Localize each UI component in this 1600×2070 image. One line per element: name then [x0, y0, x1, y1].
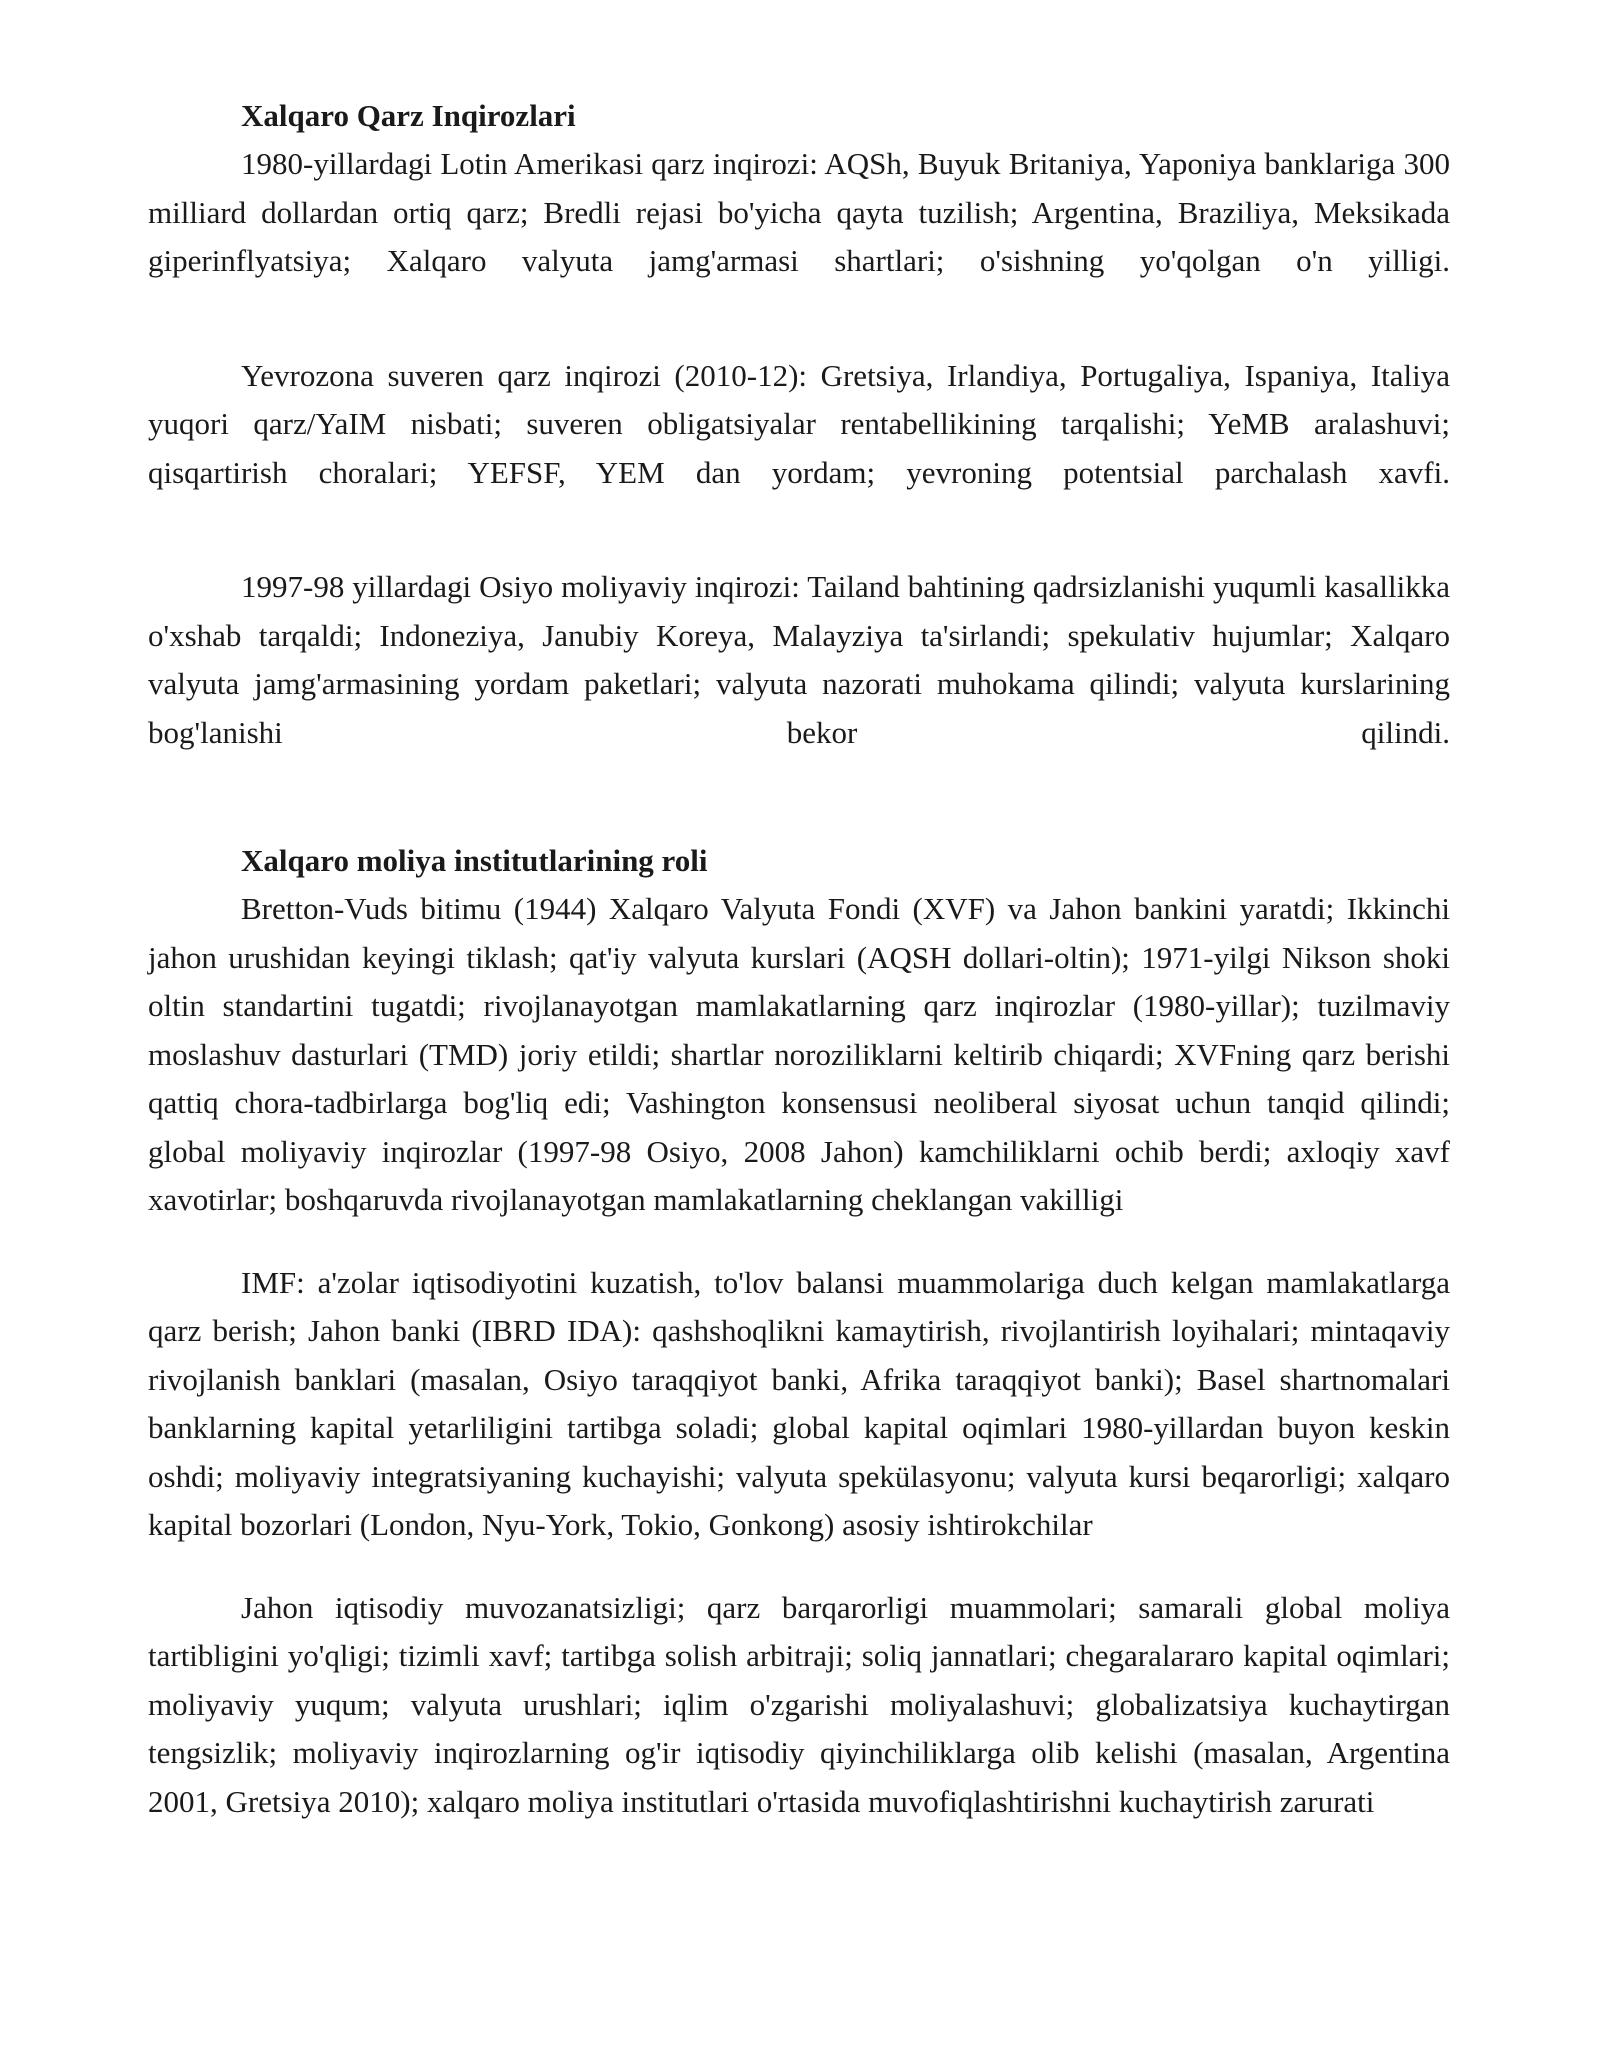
paragraph-imf-world-bank: IMF: a'zolar iqtisodiyotini kuzatish, to'lov balansi muammolariga duch kelgan mamlakatlarga qarz berish; Jahon banki (IBRD IDA): qashshoqlikni kamaytirish, rivojlantirish loyihalari; mintaqaviy rivojlanish banklari (masalan, Osiyo taraqqiyot banki, Afrika taraqqiyot banki); Basel shartnomalari banklarning kapital yetarliligini tartibga soladi; global kapital oqimlari 1980-yillardan buyon keskin oshdi; moliyaviy integratsiyaning kuchayishi; valyuta spekülasyonu; valyuta kursi beqarorligi; xalqaro kapital bozorlari (London, Nyu-York, Tokio, Gonkong) asosiy ishtirokchilar [148, 1264, 1450, 1542]
document-page [148, 92, 1450, 1826]
paragraph-spacer [148, 1550, 1450, 1584]
section-spacer [148, 757, 1450, 837]
paragraph-latin-america-crisis: 1980-yillardagi Lotin Amerikasi qarz inqirozi: AQSh, Buyuk Britaniya, Yaponiya banklariga 300 milliard dollardan ortiq qarz; Bredli rejasi bo'yicha qayta tuzilish; Argentina, Braziliya, Meksikada giperinflyatsiya; Xalqaro valyuta jamg'armasi shartlari; o'sishning yo'qolgan o'n yilligi. [148, 146, 1450, 278]
section-title-institutions-role: Xalqaro moliya institutlarining roli [241, 843, 708, 878]
section-title-debt-crises: Xalqaro Qarz Inqirozlari [241, 98, 576, 133]
paragraph-eurozone-crisis: Yevrozona suveren qarz inqirozi (2010-12): Gretsiya, Irlandiya, Portugaliya, Ispaniya, Italiya yuqori qarz/YaIM nisbati; suveren obligatsiyalar rentabellikining tarqalishi; YeMB aralashuvi; qisqartirish choralari; YEFSF, YEM dan yordam; yevroning potentsial parchalash xavfi. [148, 357, 1450, 490]
paragraph-global-imbalances: Jahon iqtisodiy muvozanatsizligi; qarz barqarorligi muammolari; samarali global moliya tartibligini yo'qligi; tizimli xavf; tartibga solish arbitraji; soliq jannatlari; chegaralararo kapital oqimlari; moliyaviy yuqum; valyuta urushlari; iqlim o'zgarishi moliyalashuvi; globalizatsiya kuchaytirgan tengsizlik; moliyaviy inqirozlarning og'ir iqtisodiy qiyinchiliklarga olib kelishi (masalan, Argentina 2001, Gretsiya 2010); xalqaro moliya institutlari o'rtasida muvofiqlashtirishni kuchaytirish zarurati [148, 1589, 1450, 1819]
paragraph-spacer [148, 286, 1450, 352]
paragraph-spacer [148, 497, 1450, 563]
paragraph-bretton-woods: Bretton-Vuds bitimu (1944) Xalqaro Valyuta Fondi (XVF) va Jahon bankini yaratdi; Ikkinchi jahon urushidan keyingi tiklash; qat'iy valyuta kurslari (AQSH dollari-oltin); 1971-yilgi Nikson shoki oltin standartini tugatdi; rivojlanayotgan mamlakatlarning qarz inqirozlar (1980-yillar); tuzilmaviy moslashuv dasturlari (TMD) joriy etildi; shartlar noroziliklarni keltirib chiqardi; XVFning qarz berishi qattiq chora-tadbirlarga bog'liq edi; Vashington konsensusi neoliberal siyosat uchun tanqid qilindi; global moliyaviy inqirozlar (1997-98 Osiyo, 2008 Jahon) kamchiliklarni ochib berdi; axloqiy xavf xavotirlar; boshqaruvda rivojlanayotgan mamlakatlarning cheklangan vakilligi [148, 891, 1450, 1217]
paragraph-spacer [148, 1225, 1450, 1259]
paragraph-asian-crisis: 1997-98 yillardagi Osiyo moliyaviy inqirozi: Tailand bahtining qadrsizlanishi yuqumli kasallikka o'xshab tarqaldi; Indoneziya, Janubiy Koreya, Malayziya ta'sirlandi; spekulativ hujumlar; Xalqaro valyuta jamg'armasining yordam paketlari; valyuta nazorati muhokama qilindi; valyuta kurslarining bog'lanishi bekor qilindi. [148, 569, 1450, 750]
